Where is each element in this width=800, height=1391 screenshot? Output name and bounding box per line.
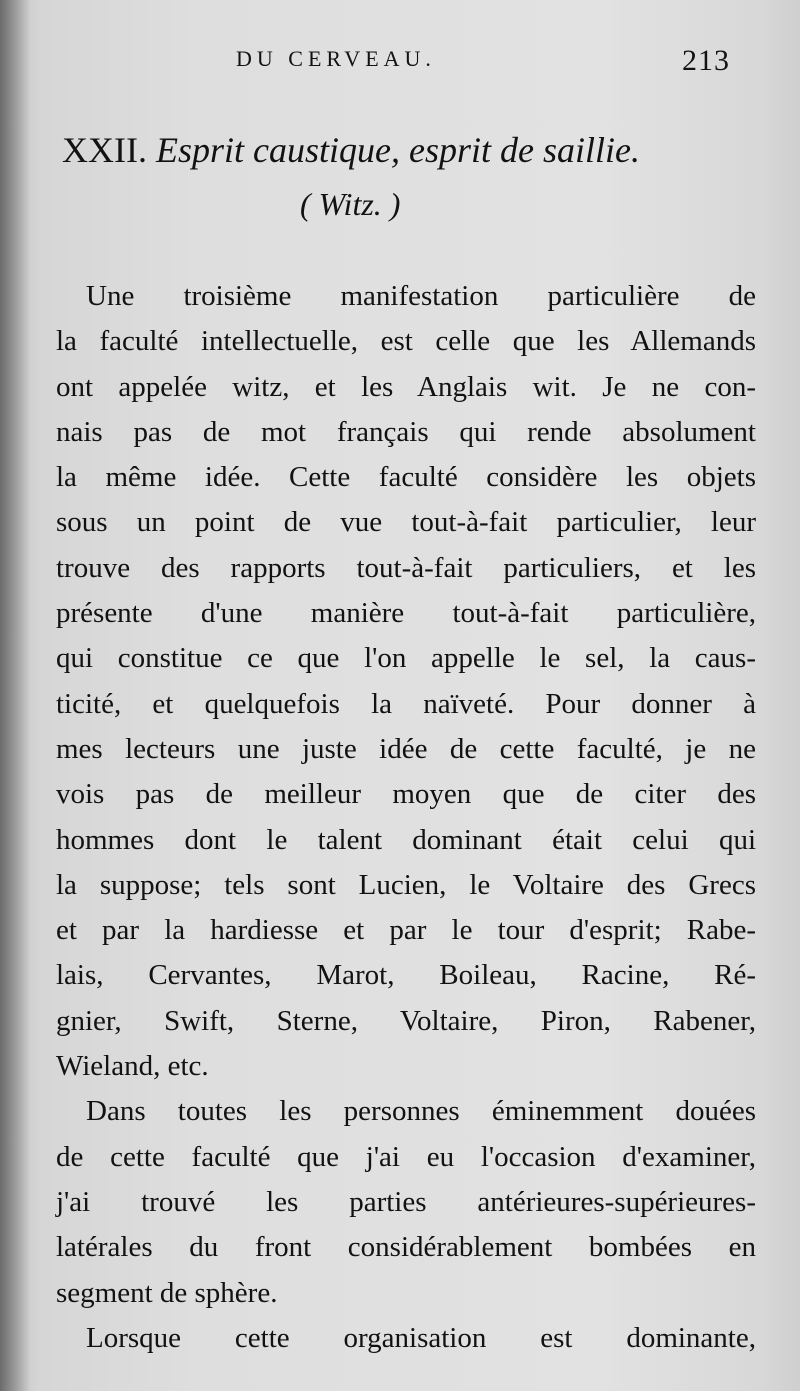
section-title: Esprit caustique, esprit de saillie. xyxy=(155,130,640,170)
text-line: mes lecteurs une juste idée de cette faculté, je ne xyxy=(56,732,756,765)
body-text xyxy=(56,274,756,1361)
text-line: hommes dont le talent dominant était celui qui xyxy=(56,823,756,856)
paragraph-2 xyxy=(56,1089,756,1315)
paragraph-1 xyxy=(56,274,756,1089)
text-line: vois pas de meilleur moyen que de citer des xyxy=(56,778,756,811)
text-line: nais pas de mot français qui rende absolument xyxy=(56,415,756,448)
text-line: la même idée. Cette faculté considère les objets xyxy=(56,461,756,494)
text-line: Wieland, etc. xyxy=(56,1050,209,1083)
text-line: la suppose; tels sont Lucien, le Voltaire des Grecs xyxy=(56,868,756,901)
text-line: latérales du front considérablement bombées en xyxy=(56,1231,756,1264)
text-line: segment de sphère. xyxy=(56,1276,278,1309)
text-line: présente d'une manière tout-à-fait particulière, xyxy=(56,597,756,630)
section-heading xyxy=(62,128,752,172)
text-line: la faculté intellectuelle, est celle que les Allemands xyxy=(56,325,756,358)
text-line: j'ai trouvé les parties antérieures-supérieures- xyxy=(56,1185,756,1218)
text-line: Lorsque cette organisation est dominante, xyxy=(86,1321,756,1354)
page-gutter-shadow xyxy=(0,0,30,1391)
text-line: qui constitue ce que l'on appelle le sel, la caus- xyxy=(56,642,756,675)
text-line: trouve des rapports tout-à-fait particuliers, et les xyxy=(56,551,756,584)
section-subtitle: ( Witz. ) xyxy=(300,186,401,222)
running-head-title: DU CERVEAU. xyxy=(236,46,436,71)
text-line: et par la hardiesse et par le tour d'esprit; Rabe- xyxy=(56,914,756,947)
text-line: Une troisième manifestation particulière de xyxy=(86,280,756,312)
text-line: ticité, et quelquefois la naïveté. Pour donner à xyxy=(56,687,756,720)
running-head xyxy=(0,44,800,84)
text-line: gnier, Swift, Sterne, Voltaire, Piron, Rabener, xyxy=(56,1004,756,1037)
page-number: 213 xyxy=(682,44,730,77)
text-line: sous un point de vue tout-à-fait particulier, leur xyxy=(56,506,756,539)
text-line: Dans toutes les personnes éminemment douées xyxy=(86,1095,756,1128)
paragraph-3 xyxy=(56,1316,756,1361)
text-line: lais, Cervantes, Marot, Boileau, Racine, Ré- xyxy=(56,959,756,992)
text-line: de cette faculté que j'ai eu l'occasion d'examiner, xyxy=(56,1140,756,1173)
text-line: ont appelée witz, et les Anglais wit. Je ne con- xyxy=(56,370,756,403)
section-number: XXII. xyxy=(62,130,147,170)
